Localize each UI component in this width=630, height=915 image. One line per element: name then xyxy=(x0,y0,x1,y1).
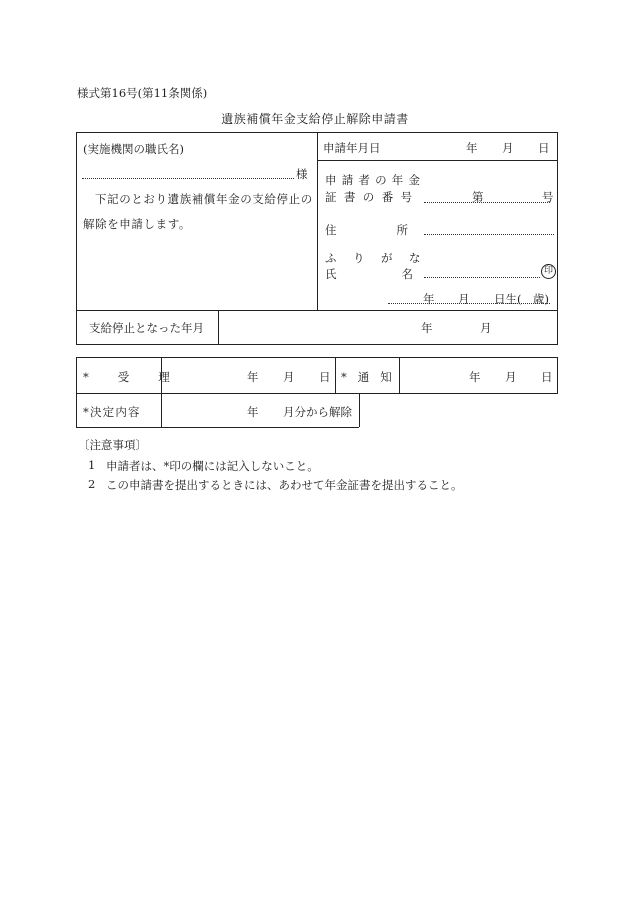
seal-mark: 印 xyxy=(541,264,556,279)
notes-heading: 〔注意事項〕 xyxy=(78,438,147,452)
birth-month: 月 xyxy=(458,292,470,306)
suspension-label: 支給停止となった年月 xyxy=(89,321,204,335)
receipt-day: 日 xyxy=(319,370,331,384)
note-item-1-text: 申請者は、*印の欄には記入しないこと。 xyxy=(106,459,319,473)
agency-name-label: (実施機関の職氏名) xyxy=(83,142,184,156)
cert-number-label-2: 証書の番号 xyxy=(325,190,420,204)
receipt-year: 年 xyxy=(247,370,259,384)
receipt-label: *受理 xyxy=(83,370,199,384)
date-month: 月 xyxy=(502,141,514,155)
date-day: 日 xyxy=(538,141,550,155)
note-item-2-num: 2 xyxy=(88,477,96,491)
cert-number-label-1: 申請者の年金 xyxy=(325,173,426,187)
name-label: 氏名 xyxy=(325,267,478,281)
cert-number-line[interactable] xyxy=(424,202,550,203)
decision-month-text: 月分から解除 xyxy=(283,405,352,419)
notice-year: 年 xyxy=(469,370,481,384)
application-body-line1: 下記のとおり遺族補償年金の支給停止の xyxy=(95,192,313,206)
form-number: 様式第16号(第11条関係) xyxy=(77,86,208,100)
notice-label: *通知 xyxy=(341,370,403,384)
birth-year: 年 xyxy=(423,292,435,306)
notice-month: 月 xyxy=(505,370,517,384)
cert-go: 号 xyxy=(542,190,554,204)
date-year: 年 xyxy=(466,141,478,155)
decision-year: 年 xyxy=(247,405,259,419)
receipt-month: 月 xyxy=(283,370,295,384)
suspension-month: 月 xyxy=(480,321,492,335)
address-label: 住所 xyxy=(325,223,468,237)
suspension-year: 年 xyxy=(421,321,433,335)
application-body-line2: 解除を申請します。 xyxy=(83,217,191,231)
name-line[interactable] xyxy=(424,277,540,278)
notice-day: 日 xyxy=(541,370,553,384)
honorific-sama: 様 xyxy=(296,167,308,181)
decision-label: *決定内容 xyxy=(83,405,141,419)
address-line[interactable] xyxy=(424,234,554,235)
cert-dai: 第 xyxy=(472,190,484,204)
note-item-2-text: この申請書を提出するときには、あわせて年金証書を提出すること。 xyxy=(106,478,463,492)
page-title: 遺族補償年金支給停止解除申請書 xyxy=(221,112,409,126)
furigana-label: ふりがな xyxy=(325,251,437,265)
note-item-1-num: 1 xyxy=(88,458,96,472)
birth-day: 日生( xyxy=(494,292,522,306)
application-date-label: 申請年月日 xyxy=(323,141,381,155)
agency-name-line[interactable] xyxy=(82,178,294,179)
birth-age: 歳) xyxy=(533,292,549,306)
